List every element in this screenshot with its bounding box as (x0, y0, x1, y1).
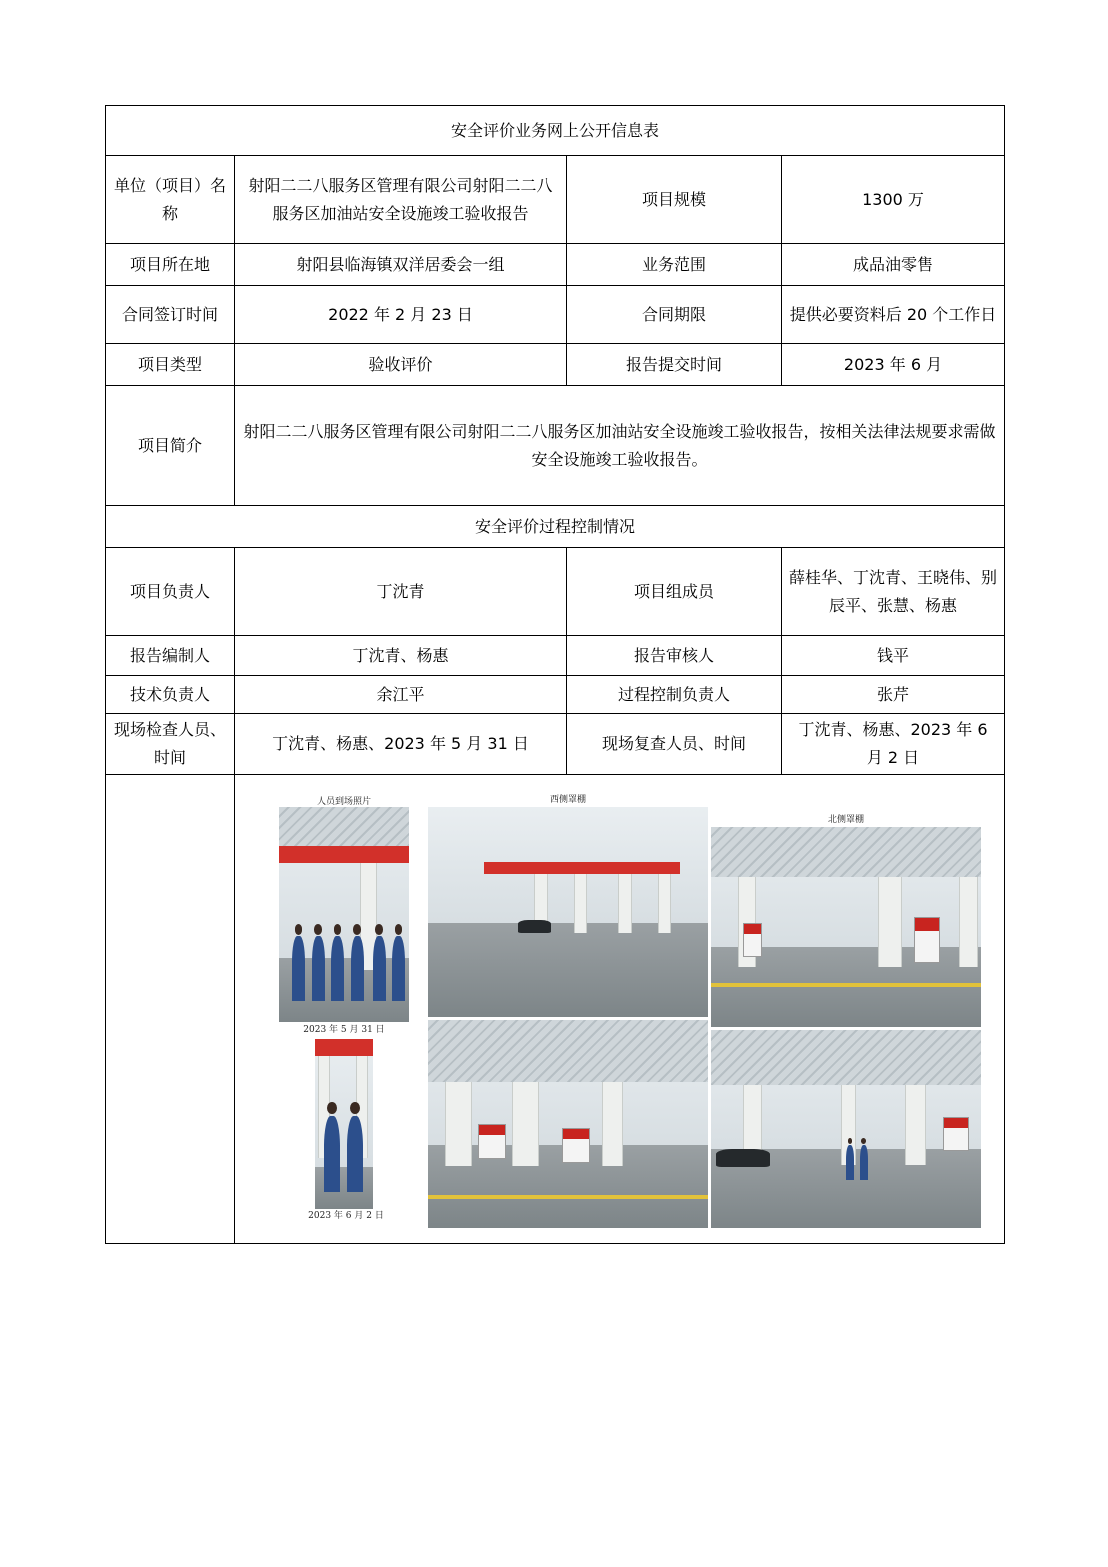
tech-label: 技术负责人 (106, 676, 235, 714)
type-value: 验收评价 (235, 344, 567, 386)
photo-west-canopy-pumps (428, 1020, 708, 1228)
recheck-value: 丁沈青、杨惠、2023 年 6 月 2 日 (782, 714, 1005, 775)
info-table (105, 105, 1005, 1244)
inspect-value: 丁沈青、杨惠、2023 年 5 月 31 日 (235, 714, 567, 775)
photo-staff-group (279, 807, 409, 1022)
control-label: 过程控制负责人 (567, 676, 782, 714)
members-value: 薛桂华、丁沈青、王晓伟、别辰平、张慧、杨惠 (782, 548, 1005, 636)
unit-value: 射阳二二八服务区管理有限公司射阳二二八服务区加油站安全设施竣工验收报告 (235, 156, 567, 244)
photo-north-canopy-car (711, 1030, 981, 1228)
inspect-label: 现场检查人员、时间 (106, 714, 235, 775)
unit-label: 单位（项目）名称 (106, 156, 235, 244)
location-value: 射阳县临海镇双洋居委会一组 (235, 244, 567, 286)
members-label: 项目组成员 (567, 548, 782, 636)
process-title: 安全评价过程控制情况 (106, 506, 1005, 548)
reviewer-label: 报告审核人 (567, 636, 782, 676)
control-value: 张芹 (782, 676, 1005, 714)
caption-date-may31: 2023 年 5 月 31 日 (303, 1025, 385, 1035)
photo-label-empty (106, 775, 235, 1244)
scale-label: 项目规模 (567, 156, 782, 244)
photo-west-canopy (428, 807, 708, 1017)
leader-label: 项目负责人 (106, 548, 235, 636)
caption-date-jun2: 2023 年 6 月 2 日 (308, 1211, 384, 1221)
photo-north-canopy (711, 827, 981, 1027)
photo-staff-pair (315, 1039, 373, 1209)
caption-personnel: 人员到场照片 (316, 797, 371, 807)
submit-label: 报告提交时间 (567, 344, 782, 386)
author-value: 丁沈青、杨惠 (235, 636, 567, 676)
tech-value: 余江平 (235, 676, 567, 714)
business-value: 成品油零售 (782, 244, 1005, 286)
submit-value: 2023 年 6 月 (782, 344, 1005, 386)
caption-north-canopy: 北侧罩棚 (827, 815, 864, 825)
photo-cell (235, 775, 1005, 1244)
photo-area (241, 777, 1009, 1241)
contract-term-label: 合同期限 (567, 286, 782, 344)
scale-value: 1300 万 (782, 156, 1005, 244)
contract-date-value: 2022 年 2 月 23 日 (235, 286, 567, 344)
recheck-label: 现场复查人员、时间 (567, 714, 782, 775)
table-title: 安全评价业务网上公开信息表 (106, 106, 1005, 156)
intro-value: 射阳二二八服务区管理有限公司射阳二二八服务区加油站安全设施竣工验收报告，按相关法律法规要求需做安全设施竣工验收报告。 (235, 386, 1005, 506)
reviewer-value: 钱平 (782, 636, 1005, 676)
location-label: 项目所在地 (106, 244, 235, 286)
business-label: 业务范围 (567, 244, 782, 286)
intro-label: 项目简介 (106, 386, 235, 506)
type-label: 项目类型 (106, 344, 235, 386)
leader-value: 丁沈青 (235, 548, 567, 636)
author-label: 报告编制人 (106, 636, 235, 676)
contract-term-value: 提供必要资料后 20 个工作日 (782, 286, 1005, 344)
contract-date-label: 合同签订时间 (106, 286, 235, 344)
caption-west-canopy: 西侧罩棚 (549, 795, 586, 805)
